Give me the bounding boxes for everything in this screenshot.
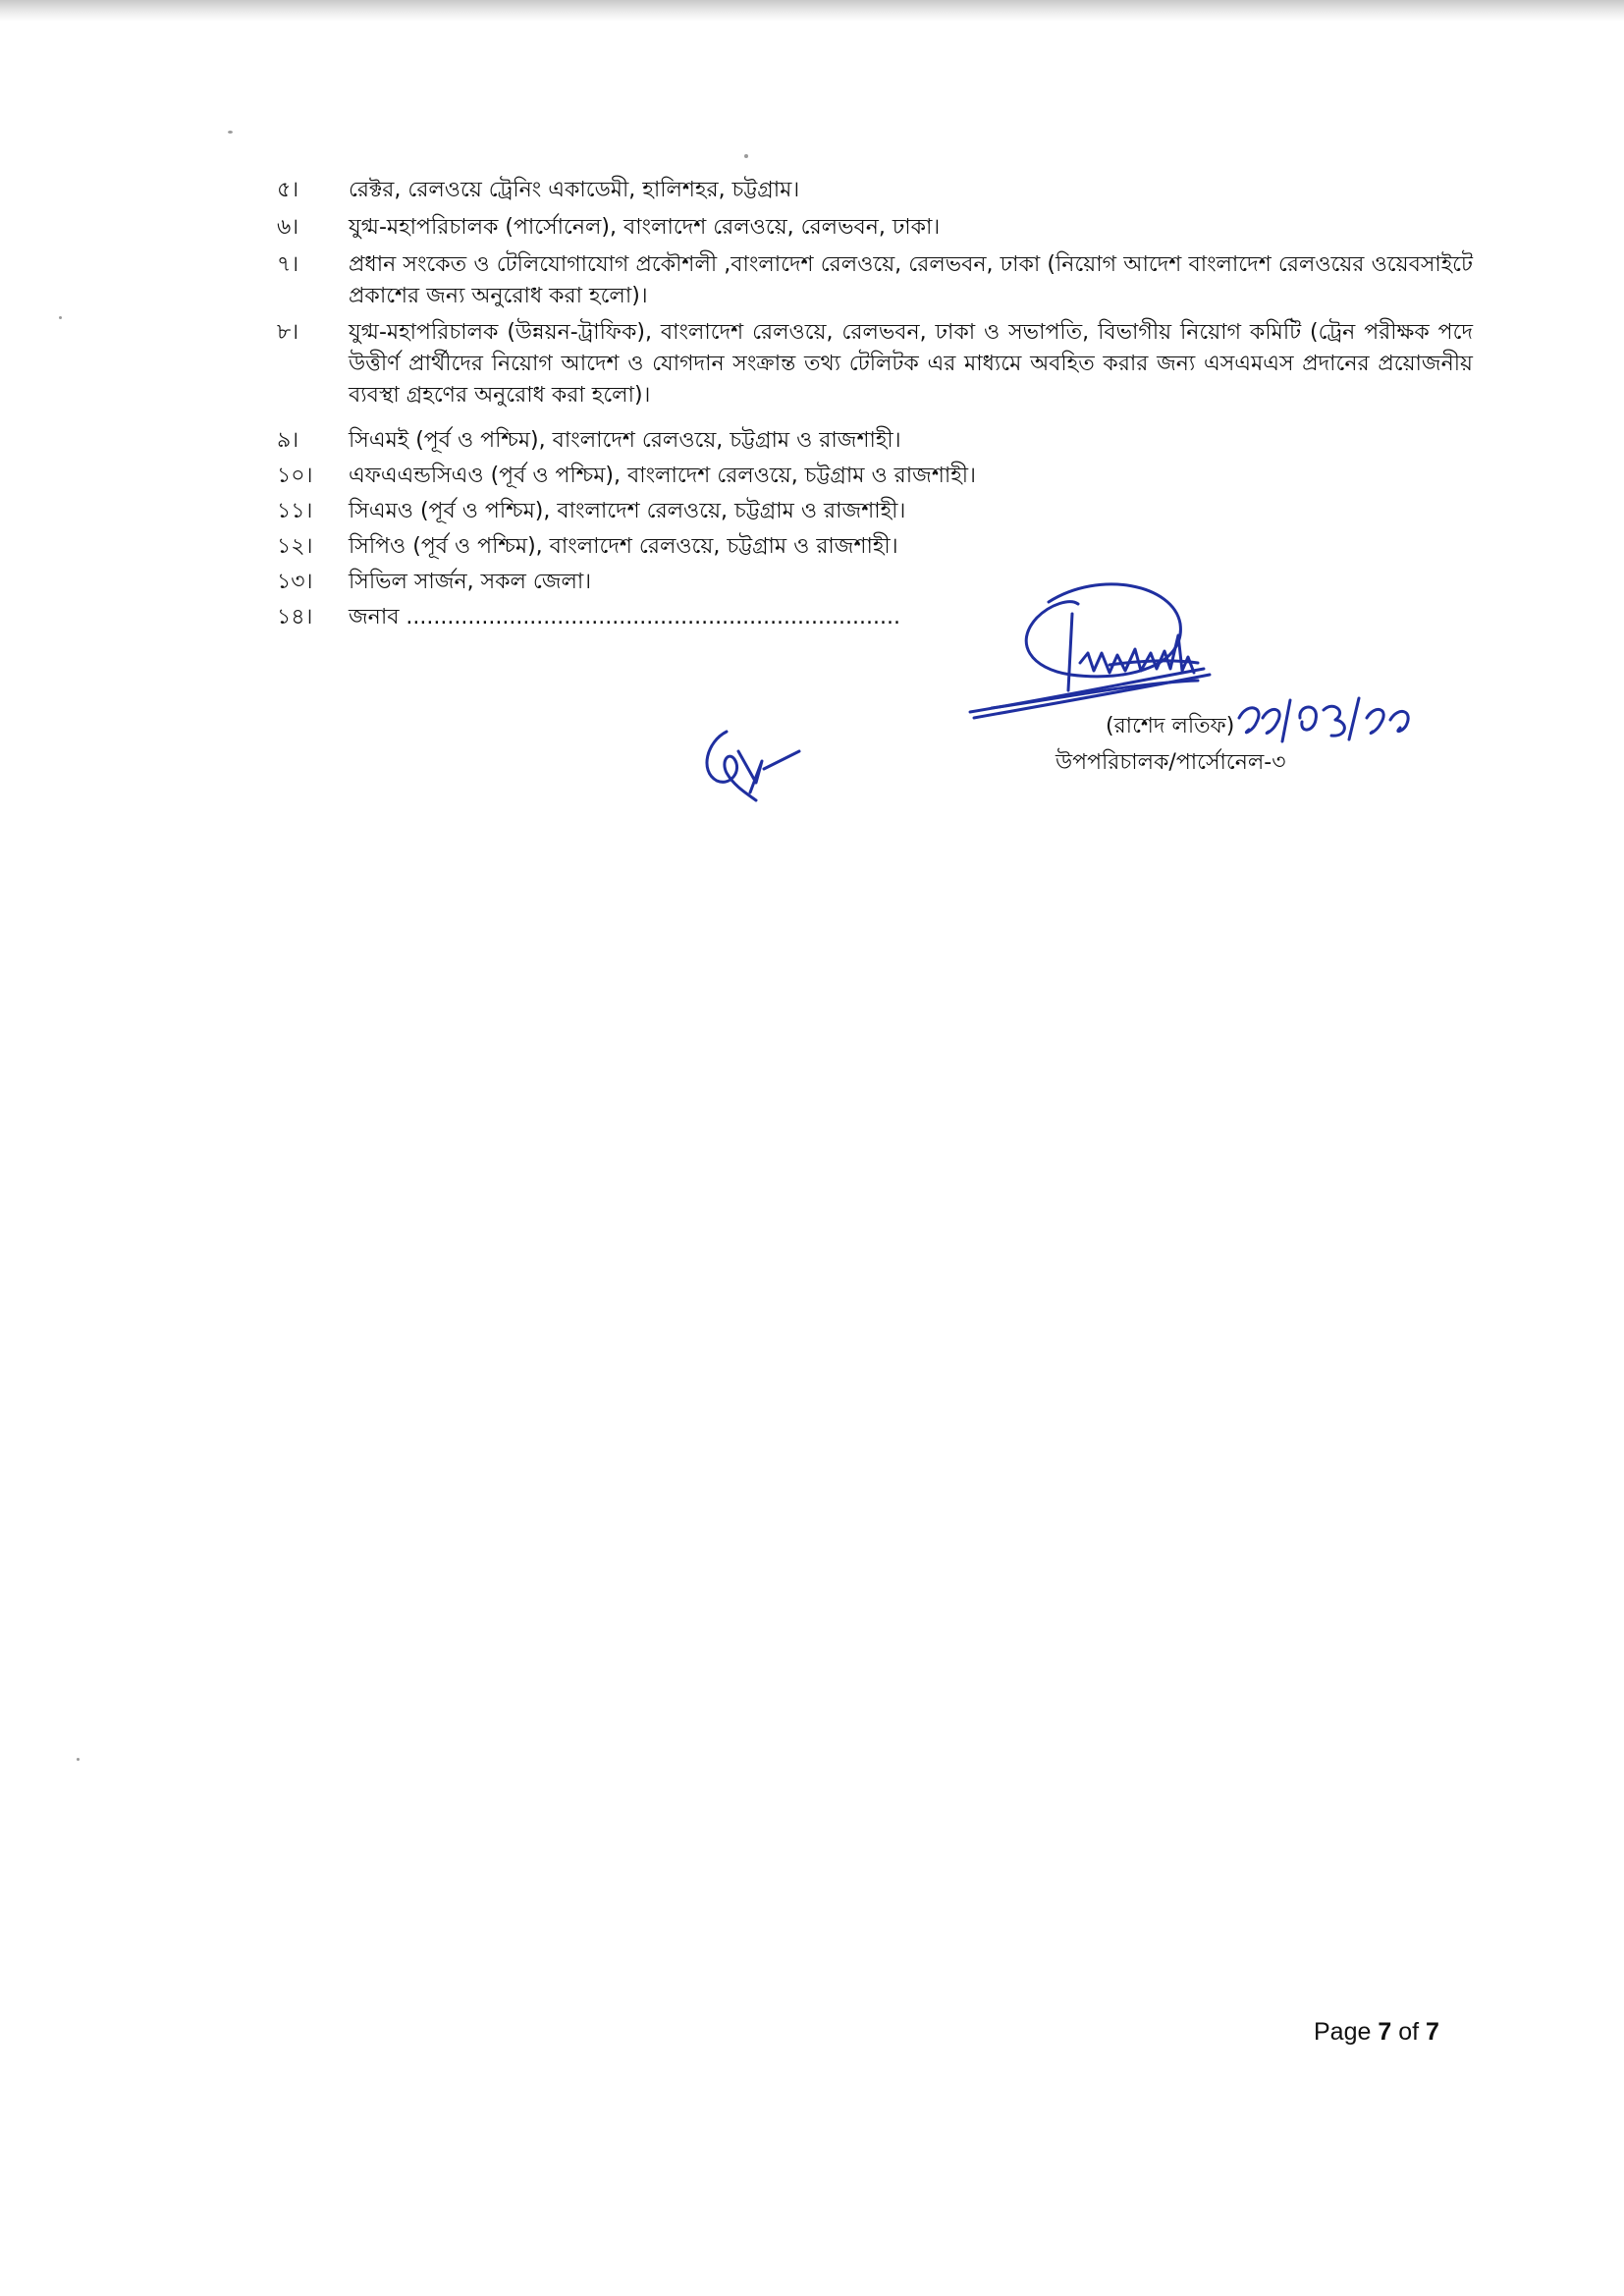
item-text: জনাব ........................................................................ xyxy=(349,605,900,629)
item-text: এফএএন্ডসিএও (পূর্ব ও পশ্চিম), বাংলাদেশ রেলওয়ে, চট্টগ্রাম ও রাজশাহী। xyxy=(349,464,976,488)
item-text: প্রধান সংকেত ও টেলিযোগাযোগ প্রকৌশলী ,বাংলাদেশ রেলওয়ে, রেলভবন, ঢাকা (নিয়োগ আদেশ বাংলাদেশ রেলওয়ের ওয়েবসাইটে প্রকাশের জন্য অনুরোধ করা হলো)। xyxy=(349,252,1473,308)
page-number xyxy=(1314,2016,1439,2048)
scan-speck xyxy=(228,131,233,134)
item-text: যুগ্ম-মহাপরিচালক (উন্নয়ন-ট্রাফিক), বাংলাদেশ রেলওয়ে, রেলভবন, ঢাকা ও সভাপতি, বিভাগীয় নিয়োগ কমিটি (ট্রেন পরীক্ষক পদে উত্তীর্ণ প্রার্থীদের নিয়োগ আদেশ ও যোগদান সংক্রান্ত তথ্য টেলিটক এর মাধ্যমে অবহিত করার জন্য এসএমএস প্রদানের প্রয়োজনীয় ব্যবস্থা গ্রহণের অনুরোধ করা হলো)। xyxy=(349,320,1473,408)
item-number: ৮। xyxy=(277,320,299,345)
item-text: রেক্টর, রেলওয়ে ট্রেনিং একাডেমী, হালিশহর, চট্টগ্রাম। xyxy=(349,178,800,202)
page-current: 7 xyxy=(1378,2018,1392,2046)
item-text: যুগ্ম-মহাপরিচালক (পার্সোনেল), বাংলাদেশ রেলওয়ে, রেলভবন, ঢাকা। xyxy=(349,215,941,240)
page-total: 7 xyxy=(1426,2018,1439,2046)
item-number: ৯। xyxy=(277,428,299,453)
scan-top-shadow xyxy=(0,0,1624,22)
item-text: সিএমই (পূর্ব ও পশ্চিম), বাংলাদেশ রেলওয়ে, চট্টগ্রাম ও রাজশাহী। xyxy=(349,428,901,453)
item-text: সিএমও (পূর্ব ও পশ্চিম), বাংলাদেশ রেলওয়ে, চট্টগ্রাম ও রাজশাহী। xyxy=(349,499,906,523)
item-text: সিভিল সার্জন, সকল জেলা। xyxy=(349,570,592,594)
page-of: of xyxy=(1398,2018,1420,2046)
item-number: ১১। xyxy=(277,499,313,523)
item-number: ১০। xyxy=(277,464,313,488)
item-text: সিপিও (পূর্ব ও পশ্চিম), বাংলাদেশ রেলওয়ে, চট্টগ্রাম ও রাজশাহী। xyxy=(349,534,898,559)
item-number: ১৪। xyxy=(277,605,313,629)
signatory-designation: উপপরিচালক/পার্সোনেল-৩ xyxy=(1056,750,1286,775)
item-number: ১২। xyxy=(277,534,313,559)
scan-speck xyxy=(744,154,748,158)
item-number: ৭। xyxy=(277,252,299,277)
handwritten-initial xyxy=(687,722,815,810)
scan-speck xyxy=(77,1758,80,1761)
scan-speck xyxy=(59,316,62,319)
item-number: ৬। xyxy=(277,215,299,240)
page-word: Page xyxy=(1314,2018,1372,2046)
item-number: ৫। xyxy=(277,178,299,202)
item-number: ১৩। xyxy=(277,570,313,594)
signatory-name: (রাশেদ লতিফ) xyxy=(1106,714,1235,738)
